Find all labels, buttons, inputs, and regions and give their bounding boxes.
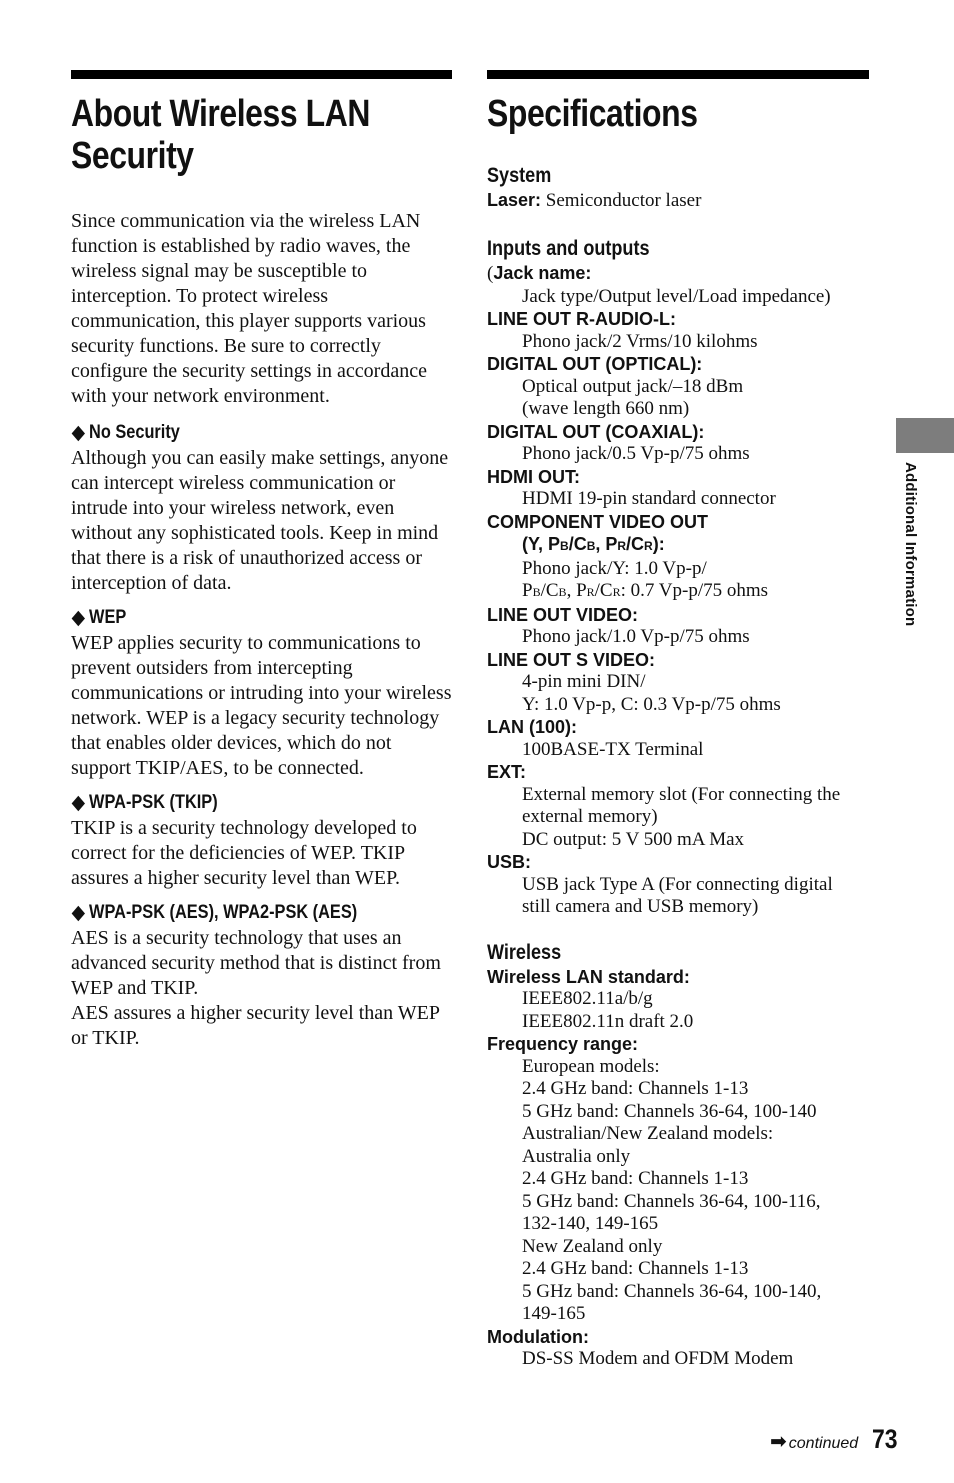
component-video-label: COMPONENT VIDEO OUT [487, 511, 709, 532]
laser-value: Semiconductor laser [541, 190, 702, 211]
page-title-wireless-security [71, 93, 455, 177]
inputs-outputs-heading: Inputs and outputs [487, 237, 650, 260]
frequency-line: New Zealand only [522, 1235, 663, 1257]
subhead-wpa-psk-tkip [71, 791, 451, 815]
digital-optical-label: DIGITAL OUT (OPTICAL): [487, 354, 703, 374]
diamond-bullet-icon [72, 795, 85, 811]
arrow-right-icon: ➡ [770, 1429, 787, 1453]
wireless-heading: Wireless [487, 940, 562, 964]
no-security-paragraph: Although you can easily make settings, anyone can intercept wireless communication or intrude into your wireless network, even without any sophisticated tools. Keep in mind that there is a risk of unauthorized access or interception of data. [71, 447, 449, 594]
aes-paragraph-2: AES assures a higher security level than WEP or TKIP. [71, 1002, 440, 1049]
jack-name-label [487, 262, 869, 286]
frequency-line: Australian/New Zealand models: [522, 1123, 774, 1144]
intro-paragraph: Since communication via the wireless LAN function is established by radio waves, the wireless signal may be susceptible to interception. To protect wireless communication, this player supports various security functions. Be sure to correctly configure the security settings in accordance with your network environment. [71, 210, 427, 407]
digital-coaxial-value: Phono jack/0.5 Vp-p/75 ohms [522, 443, 750, 464]
ext-value-3: DC output: 5 V 500 mA Max [522, 828, 745, 850]
component-part: (Y, P [522, 534, 561, 554]
component-value-part: B [532, 585, 541, 599]
component-video-value: Phono jack/Y: 1.0 Vp-p/ [522, 557, 707, 579]
modulation-value: DS-SS Modem and OFDM Modem [522, 1348, 794, 1369]
diamond-bullet-icon [72, 905, 85, 921]
subhead-no-security [71, 421, 451, 445]
jack-name-label-text: Jack name: [493, 263, 592, 283]
component-part: R [644, 539, 653, 553]
section-rule [71, 70, 452, 79]
component-video-value-2 [522, 580, 869, 604]
diamond-bullet-icon [72, 425, 85, 441]
specifications-column [487, 70, 869, 1371]
frequency-line: 2.4 GHz band: Channels 1-13 [522, 1078, 749, 1099]
usb-value: USB jack Type A (For connecting digital [522, 873, 833, 895]
subhead-label: WPA-PSK (TKIP) [89, 792, 218, 813]
line-out-audio-value: Phono jack/2 Vrms/10 kilohms [522, 330, 758, 352]
ext-label: EXT: [487, 762, 527, 782]
subhead-wep [71, 606, 451, 630]
frequency-line: 132-140, 149-165 [522, 1213, 659, 1234]
s-video-value: 4-pin mini DIN/ [522, 671, 646, 692]
component-part: R [617, 539, 627, 553]
system-heading: System [487, 164, 552, 187]
section-tab-marker [896, 418, 954, 453]
frequency-line: Australia only [522, 1145, 631, 1167]
frequency-line: 149-165 [522, 1303, 586, 1324]
s-video-value-2: Y: 1.0 Vp-p, C: 0.3 Vp-p/75 ohms [522, 693, 781, 715]
digital-optical-value: Optical output jack/–18 dBm [522, 375, 744, 397]
frequency-line: 5 GHz band: Channels 36-64, 100-140 [522, 1100, 817, 1122]
component-value-part: P [522, 580, 533, 601]
s-video-label: LINE OUT S VIDEO: [487, 649, 656, 670]
hdmi-out-value: HDMI 19-pin standard connector [522, 488, 776, 509]
frequency-line: European models: [522, 1055, 660, 1077]
subhead-label: WPA-PSK (AES), WPA2-PSK (AES) [89, 902, 358, 923]
side-tab-label [899, 462, 923, 652]
usb-value-2: still camera and USB memory) [522, 896, 759, 917]
component-video-sublabel [522, 533, 869, 558]
laser-label: Laser: [487, 190, 542, 210]
page-title-specifications: Specifications [487, 93, 698, 135]
subhead-label: No Security [89, 422, 180, 443]
side-tab-text: Additional Information [902, 462, 919, 627]
line-out-video-value: Phono jack/1.0 Vp-p/75 ohms [522, 626, 750, 647]
title-line: About Wireless LAN [71, 93, 370, 135]
component-value-part: R [612, 585, 621, 599]
usb-label: USB: [487, 852, 531, 872]
frequency-line: 5 GHz band: Channels 36-64, 100-116, [522, 1190, 821, 1212]
wireless-security-column [71, 70, 452, 1051]
lan-label: LAN (100): [487, 717, 578, 737]
page-number: 73 [872, 1424, 898, 1454]
component-part: , P [595, 534, 618, 554]
component-value-part: , P [566, 580, 587, 601]
subhead-label: WEP [89, 607, 127, 628]
ext-value: External memory slot (For connecting the [522, 783, 841, 805]
frequency-line: 5 GHz band: Channels 36-64, 100-140, [522, 1280, 822, 1302]
digital-optical-value-2: (wave length 660 nm) [522, 398, 690, 419]
wireless-standard-value: IEEE802.11a/b/g [522, 988, 653, 1009]
line-out-video-label: LINE OUT VIDEO: [487, 604, 639, 625]
tkip-paragraph: TKIP is a security technology developed to correct for the deficiencies of WEP. TKIP assures a higher security level than WEP. [71, 817, 417, 889]
laser-spec [487, 189, 869, 214]
component-part: B [560, 539, 569, 553]
component-part: /C [626, 534, 645, 554]
frequency-range-label: Frequency range: [487, 1034, 639, 1054]
page-footer [770, 1424, 902, 1455]
component-part: ): [652, 534, 665, 554]
frequency-range-values [487, 1056, 869, 1326]
modulation-label: Modulation: [487, 1326, 589, 1347]
paren: ( [487, 263, 494, 284]
aes-paragraph: AES is a security technology that uses an advanced security method that is distinct from WEP and TKIP. [71, 927, 441, 999]
lan-value: 100BASE-TX Terminal [522, 738, 704, 760]
ext-value-2: external memory) [522, 806, 658, 827]
frequency-line: 2.4 GHz band: Channels 1-13 [522, 1258, 749, 1279]
component-part: B [586, 539, 596, 553]
section-rule [487, 70, 869, 79]
component-part: /C [568, 534, 587, 554]
title-line: Security [71, 135, 194, 177]
component-value-part: /C [594, 580, 613, 601]
continued-label: continued [788, 1435, 859, 1452]
component-value-part: R [586, 585, 595, 599]
digital-coaxial-label: DIGITAL OUT (COAXIAL): [487, 421, 705, 442]
component-value-part: B [558, 585, 567, 599]
diamond-bullet-icon [72, 610, 85, 626]
wireless-standard-value-2: IEEE802.11n draft 2.0 [522, 1010, 694, 1032]
hdmi-out-label: HDMI OUT: [487, 466, 580, 487]
frequency-line: 2.4 GHz band: Channels 1-13 [522, 1168, 749, 1189]
subhead-wpa-aes [71, 901, 451, 925]
jack-name-value: Jack type/Output level/Load impedance) [522, 285, 831, 307]
component-value-part: /C [540, 580, 559, 601]
wireless-standard-label: Wireless LAN standard: [487, 966, 690, 987]
component-value-part: : 0.7 Vp-p/75 ohms [620, 580, 769, 601]
wep-paragraph: WEP applies security to communications to prevent outsiders from intercepting communications or intruding into your wireless network. WEP is a legacy security technology that enables older devices, which do not support TKIP/AES, to be connected. [71, 632, 452, 779]
line-out-audio-label: LINE OUT R-AUDIO-L: [487, 309, 676, 329]
